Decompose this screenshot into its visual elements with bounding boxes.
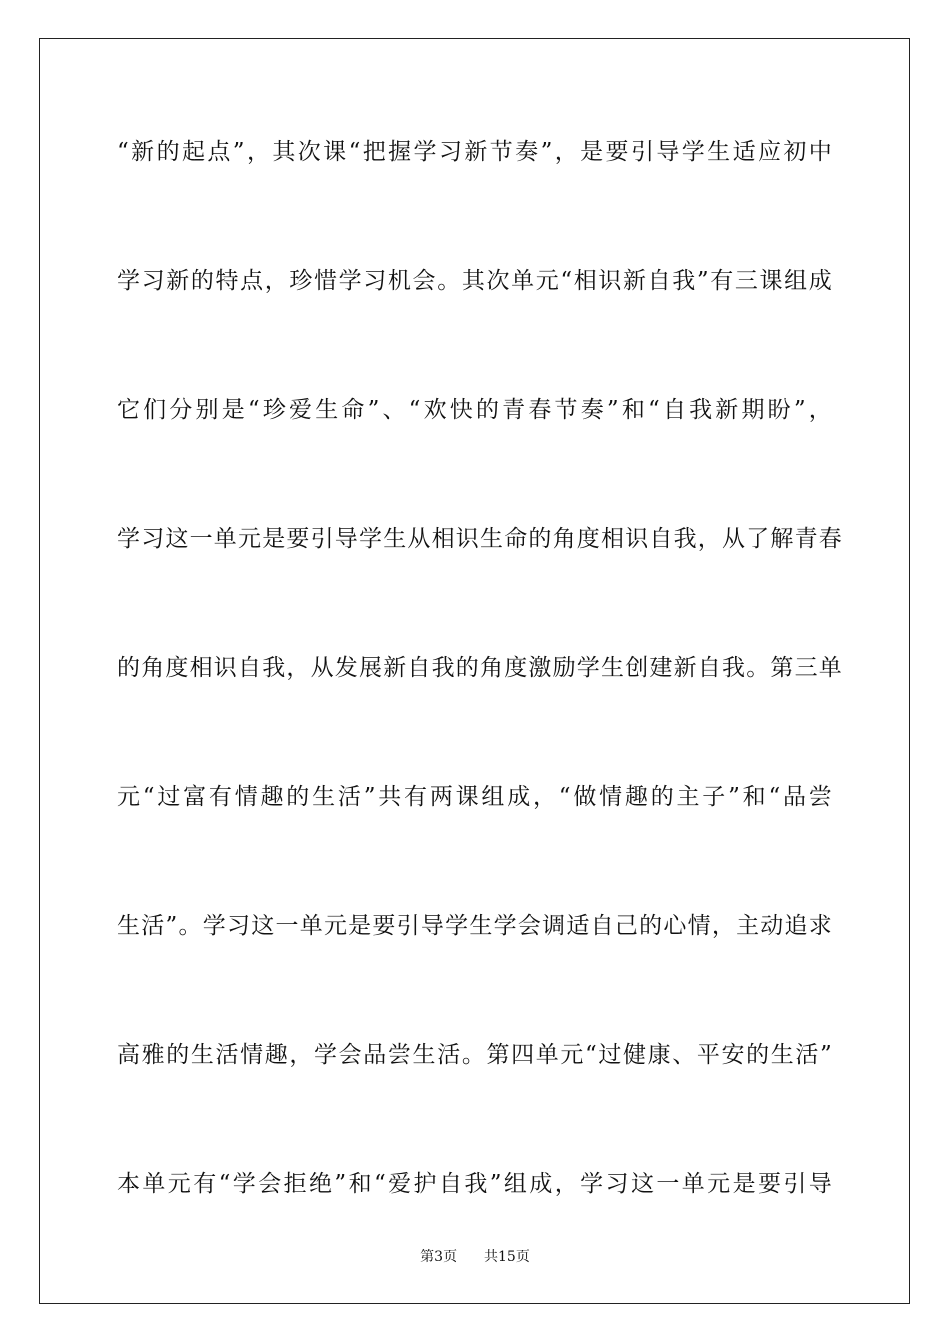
page-footer bbox=[0, 1247, 950, 1267]
text-line: 元“过富有情趣的生活”共有两课组成，“做情趣的主子”和“品尝 bbox=[117, 784, 833, 810]
text-line: 生活”。学习这一单元是要引导学生学会调适自己的心情，主动追求 bbox=[117, 913, 833, 939]
text-line: 本单元有“学会拒绝”和“爱护自我”组成，学习这一单元是要引导 bbox=[117, 1171, 833, 1197]
page-number: 第3页 bbox=[420, 1249, 458, 1265]
text-line: 学习这一单元是要引导学生从相识生命的角度相识自我，从了解青春 bbox=[117, 526, 843, 552]
text-line: 它们分别是“珍爱生命”、“欢快的青春节奏”和“自我新期盼”， bbox=[117, 397, 833, 423]
text-line: 学习新的特点，珍惜学习机会。其次单元“相识新自我”有三课组成 bbox=[117, 268, 833, 294]
body-text bbox=[117, 126, 843, 1287]
text-line: 的角度相识自我，从发展新自我的角度激励学生创建新自我。第三单 bbox=[117, 655, 843, 681]
page-count: 共15页 bbox=[484, 1249, 530, 1265]
text-line: “新的起点”，其次课“把握学习新节奏”，是要引导学生适应初中 bbox=[117, 139, 833, 165]
text-line: 高雅的生活情趣，学会品尝生活。第四单元“过健康、平安的生活” bbox=[117, 1042, 833, 1068]
